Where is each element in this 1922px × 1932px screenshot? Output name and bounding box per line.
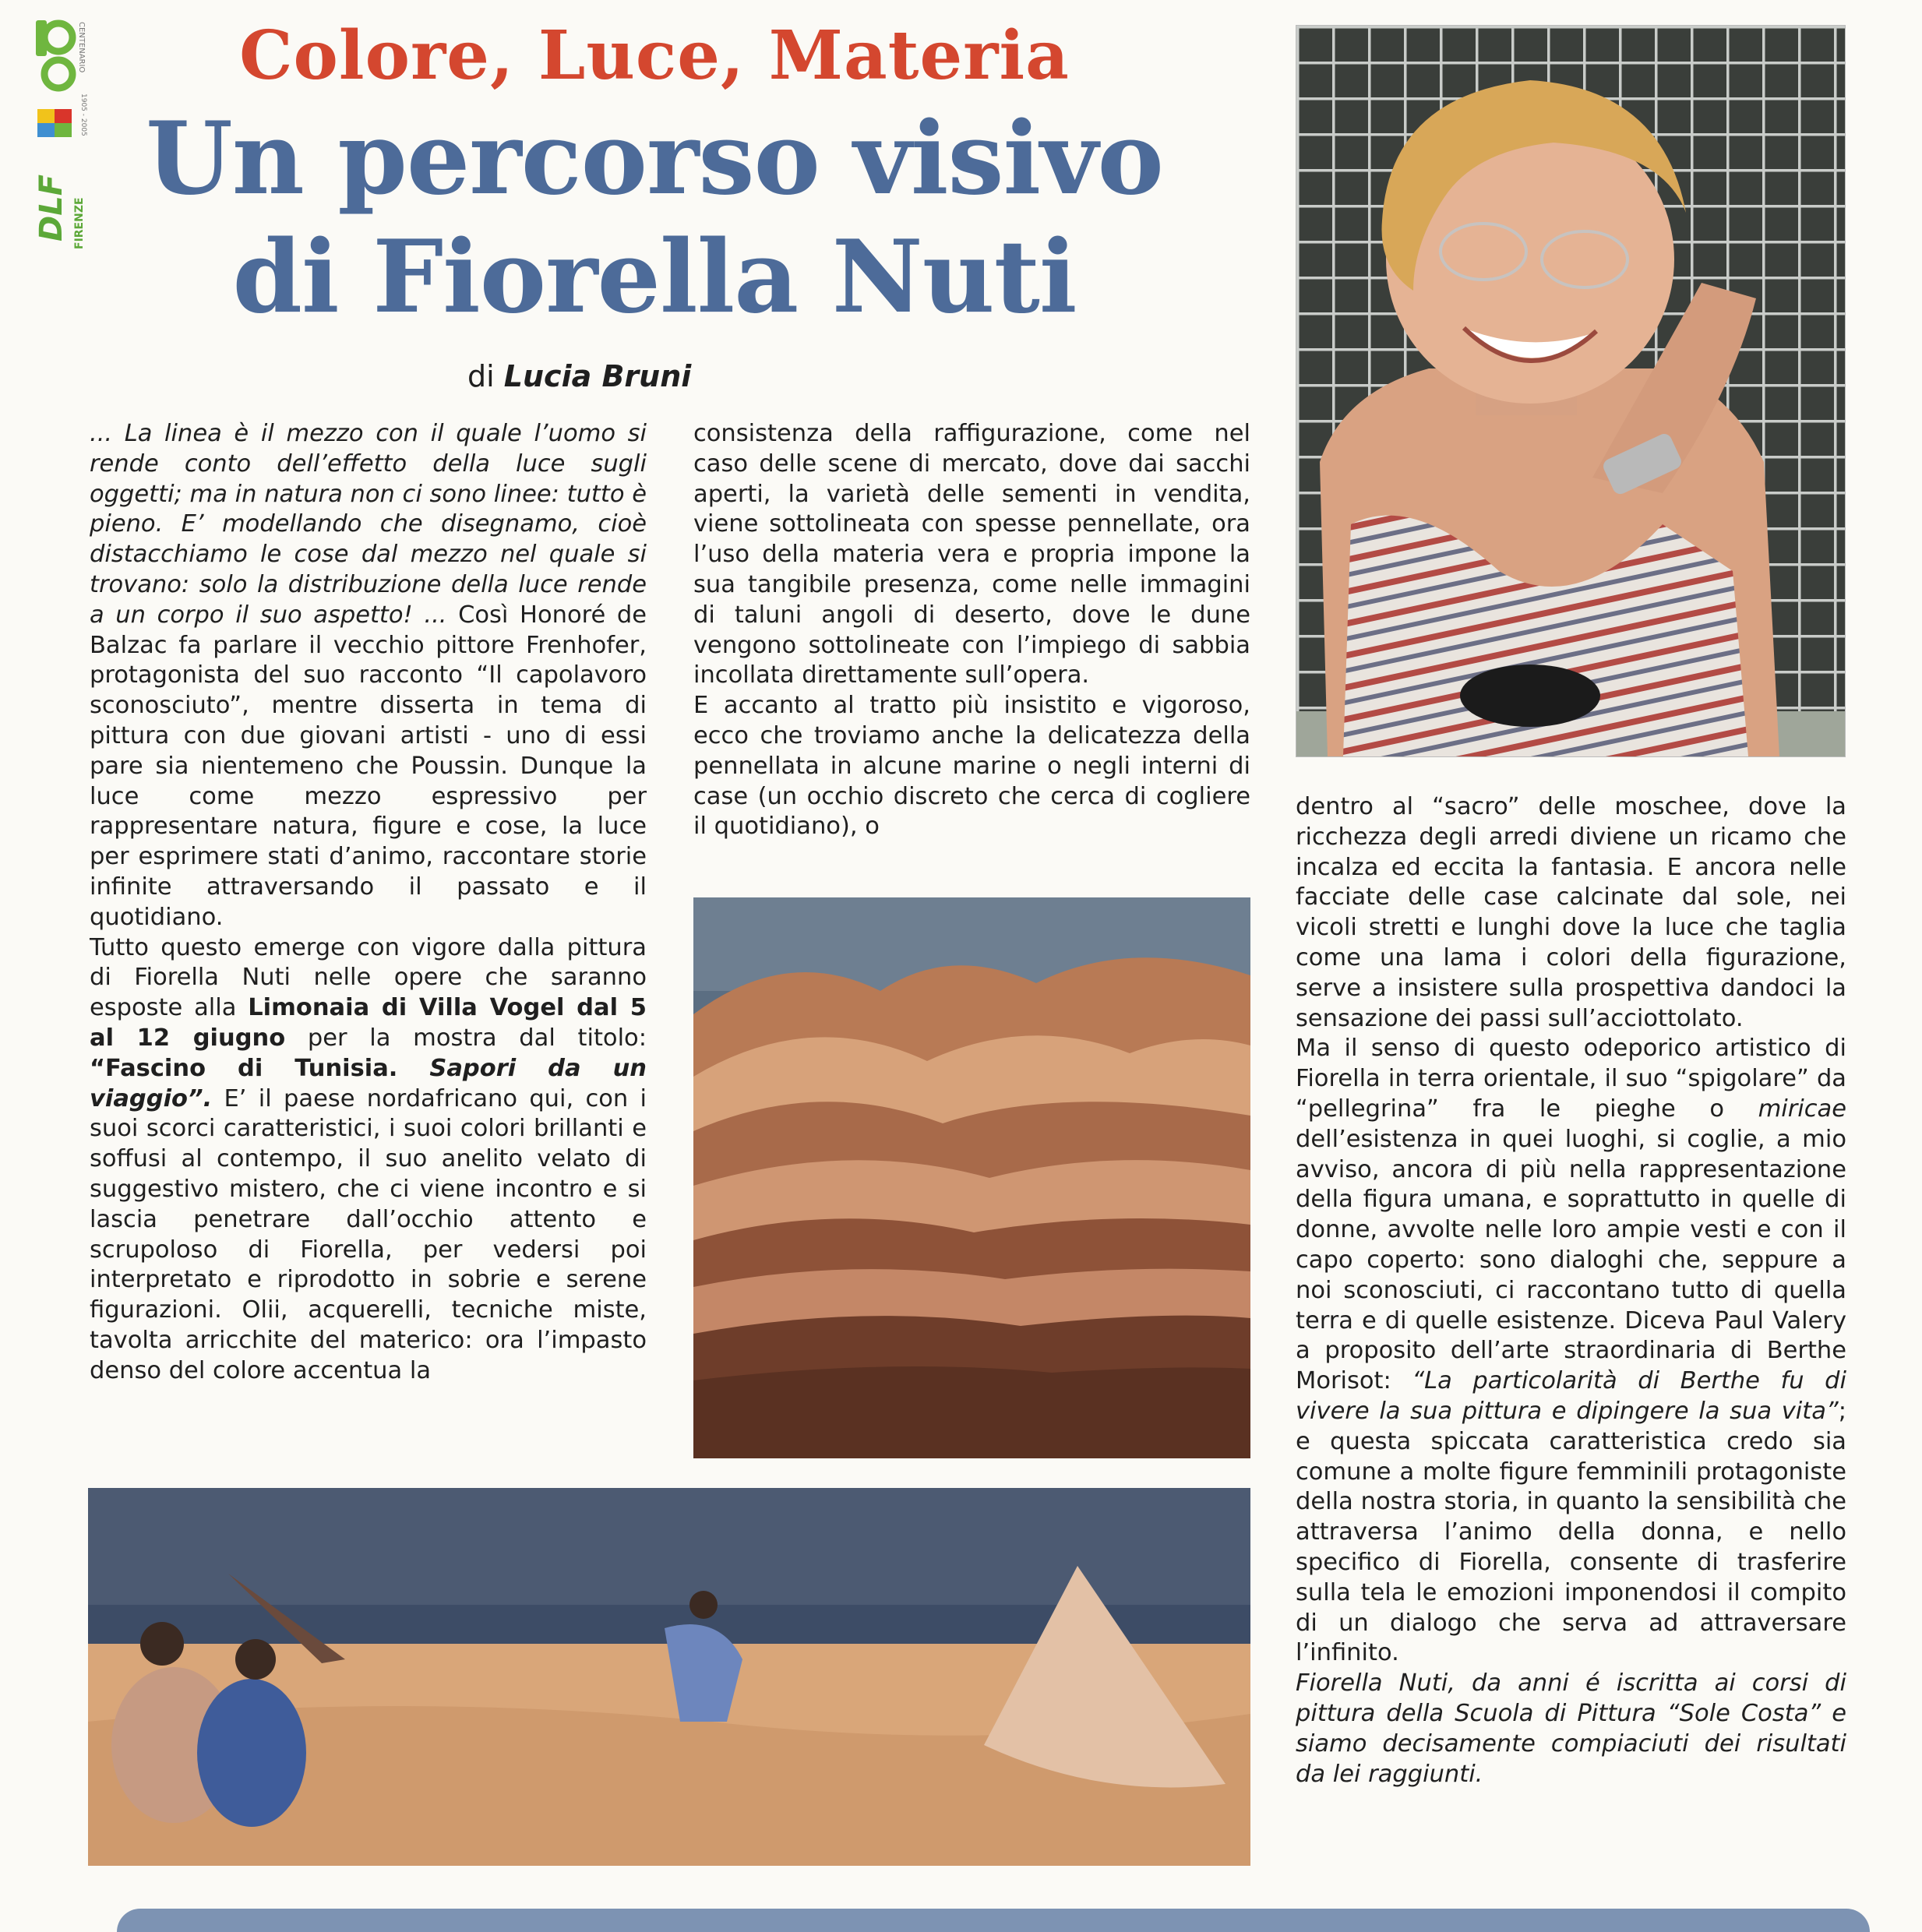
miricae-term: miricae bbox=[1758, 1095, 1846, 1123]
paragraph-2-text-a: Tutto questo emerge con vigore dalla pittura di Fiorella Nuti nelle opere che saranno esposte alla bbox=[90, 933, 647, 1022]
exhibition-subtitle: Sapori da un viaggio”. bbox=[90, 1054, 647, 1112]
column-1 bbox=[90, 419, 647, 1387]
title-line-2: di Fiorella Nuti bbox=[232, 219, 1077, 336]
centenary-label: CENTENARIO bbox=[77, 22, 86, 73]
author-note-text: Fiorella Nuti, da anni é iscritta ai corsi di pittura della Scuola di Pittura “Sole Costa” e siamo decisamente compiaciuti dei risultati da lei raggiunti. bbox=[1296, 1669, 1846, 1788]
byline bbox=[467, 357, 904, 396]
exhibition-title: “Fascino di Tunisia. bbox=[90, 1054, 398, 1082]
article-kicker: Colore, Luce, Materia bbox=[239, 16, 1070, 95]
author-name: Lucia Bruni bbox=[503, 359, 692, 393]
paragraph-2-text-b: per la mostra dal titolo: bbox=[285, 1024, 647, 1052]
paragraph-1-text: Così Honoré de Balzac fa parlare il vecchio pittore Frenhofer, protagonista del suo racconto “Il capolavoro sconosciuto”, mentre disserta in tema di pittura con due giovani artisti - uno di essi pare sia nientemeno che Poussin. Dunque la luce come mezzo espressivo per rappresentare natura, figure e cose, la luce per esprimere stati d’animo, raccontare storie infinite attraversando il passato e il quotidiano. bbox=[90, 601, 647, 931]
portrait-photo bbox=[1296, 25, 1846, 757]
dlf-brand: DLF bbox=[34, 174, 69, 242]
paragraph-6-text-a: Ma il senso di questo odeporico artistico di Fiorella in terra orientale, il suo “spigolare” da “pellegrina” fra le pieghe o bbox=[1296, 1035, 1846, 1123]
exhibition-venue: Limonaia di Villa Vogel dal 5 al 12 giugno bbox=[90, 994, 647, 1052]
title-line-1: Un percorso visivo bbox=[146, 100, 1163, 217]
paragraph-6-text-b: dell’esistenza in quei luoghi, si coglie, a mio avviso, ancora di più nella rappresentazione della figura umana, e soprattutto in quelle di donne, avvolte nelle loro ampie vesti e con il capo coperto: sono dialoghi che, seppure a noi sconosciuti, ci raccontano tutto di quella terra e di quelle esistenze. Diceva Paul Valery a proposito dell’arte straordinaria di Berthe Morisot: bbox=[1296, 1125, 1846, 1395]
paragraph-2 bbox=[90, 933, 647, 1387]
column-2 bbox=[693, 419, 1250, 842]
dlf-city: FIRENZE bbox=[73, 197, 86, 249]
paragraph-3: consistenza della raffigurazione, come nel caso delle scene di mercato, dove dai sacchi aperti, la varietà delle sementi in vendita, viene sottolineata con spesse pennellate, ora l’uso della materia vera e propria impone la sua tangibile presenza, come nelle immagini di taluni angoli di deserto, dove le dune vengono sottolineate con l’impiego di sabbia incollata direttamente sull’opera. bbox=[693, 420, 1250, 689]
footer-bar bbox=[117, 1909, 1870, 1932]
beach-tent-painting bbox=[88, 1488, 1250, 1866]
paragraph-2-text-c: E’ il paese nordafricano qui, con i suoi scorci caratteristici, i suoi colori brillanti e soffusi al contempo, il suo anelito velato di suggestivo mistero, che ci viene incontro e si lascia penetrare dall’occhio attento e scrupoloso di Fiorella, per vedersi poi interpretato e riprodotto in sobrie e serene figurazioni. Olii, acquerelli, tecniche miste, tavolta arricchite del materico: ora l’impasto denso del colore accentua la bbox=[90, 1084, 647, 1384]
column-3 bbox=[1296, 792, 1846, 1789]
dlf-centenary-logo bbox=[30, 16, 92, 249]
paragraph-6-text-c: ; e questa spiccata caratteristica credo sia comune a molte figure femminili protagoniste della nostra storia, in quanto la sensibilità che attraversa l’animo della donna, e nello specifico di Fiorella, consente di trasferire sulla tela le emozioni imponendosi il compito di un dialogo che serva ad attraversare l’infinito. bbox=[1296, 1397, 1846, 1667]
desert-dunes-painting bbox=[693, 897, 1250, 1458]
byline-prefix: di bbox=[467, 359, 495, 393]
centenary-100-mark bbox=[36, 20, 72, 88]
paragraph-1 bbox=[90, 419, 647, 933]
paragraph-5: dentro al “sacro” delle moschee, dove la ricchezza degli arredi diviene un ricamo che incalza ed eccita la fantasia. E ancora nelle facciate delle case calcinate dal sole, nei vicoli stretti e lunghi dove la luce che taglia come una lama i colori della figurazione, serve a insistere sulla prospettiva dandoci la sensazione dei passi sull’acciottolato. bbox=[1296, 793, 1846, 1032]
dlf-emblem-icon bbox=[37, 109, 72, 137]
valery-quote: “La particolarità di Berthe fu di vivere la sua pittura e dipingere la sua vita” bbox=[1296, 1367, 1846, 1425]
paragraph-6 bbox=[1296, 1034, 1846, 1669]
balzac-quote: ... La linea è il mezzo con il quale l’uomo si rende conto dell’effetto della luce sugli oggetti; ma in natura non ci sono linee: tutto è pieno. E’ modellando che disegnamo, cioè distacchiamo le cose dal mezzo nel quale si trovano: solo la distribuzione della luce rende a un corpo il suo aspetto! ... bbox=[90, 420, 647, 629]
paragraph-4: E accanto al tratto più insistito e vigoroso, ecco che troviamo anche la delicatezza della pennellata in alcune marine o negli interni di case (un occhio discreto che cerca di cogliere il quotidiano), o bbox=[693, 692, 1250, 841]
article-title bbox=[117, 100, 1192, 337]
centenary-years: 1905 - 2005 bbox=[79, 93, 87, 136]
author-note bbox=[1296, 1669, 1846, 1789]
